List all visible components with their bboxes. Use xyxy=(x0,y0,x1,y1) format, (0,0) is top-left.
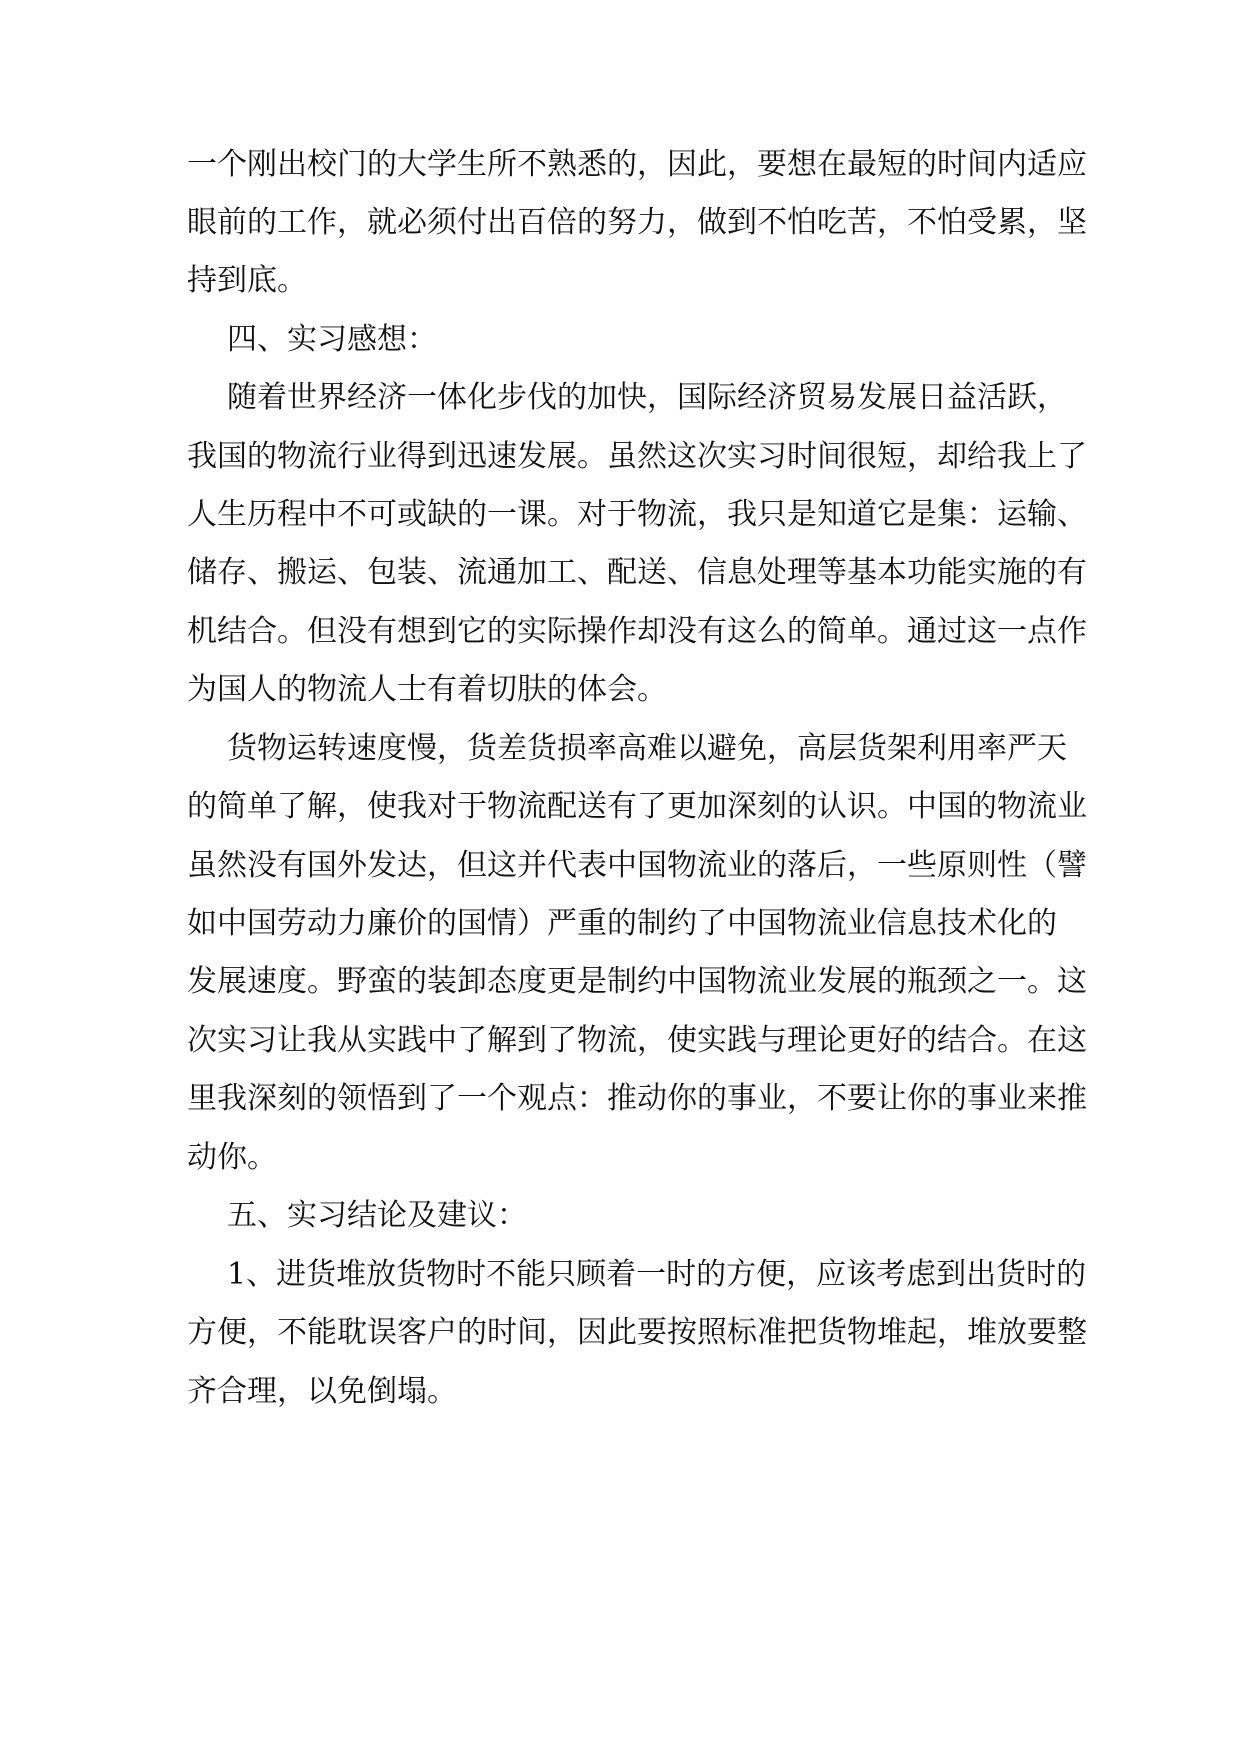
text-line: 里我深刻的领悟到了一个观点：推动你的事业，不要让你的事业来推 xyxy=(187,1081,1087,1116)
text-line: 储存、搬运、包装、流通加工、配送、信息处理等基本功能实施的有 xyxy=(187,555,1087,590)
text-line: 一个刚出校门的大学生所不熟悉的，因此，要想在最短的时间内适应 xyxy=(187,147,1087,182)
section-heading: 四、实习感想： xyxy=(227,322,437,357)
text-line: 持到底。 xyxy=(187,263,307,298)
text-line: 发展速度。野蛮的装卸态度更是制约中国物流业发展的瓶颈之一。这 xyxy=(187,964,1087,999)
text-line: 如中国劳动力廉价的国情）严重的制约了中国物流业信息技术化的 xyxy=(187,906,1057,941)
text-line: 1、进货堆放货物时不能只顾着一时的方便，应该考虑到出货时的 xyxy=(227,1257,1087,1292)
text-line: 我国的物流行业得到迅速发展。虽然这次实习时间很短，却给我上了 xyxy=(187,439,1087,474)
text-line: 方便，不能耽误客户的时间，因此要按照标准把货物堆起，堆放要整 xyxy=(187,1315,1087,1350)
text-line: 次实习让我从实践中了解到了物流，使实践与理论更好的结合。在这 xyxy=(187,1023,1087,1058)
text-line: 虽然没有国外发达，但这并代表中国物流业的落后，一些原则性（譬 xyxy=(187,848,1087,883)
text-line: 随着世界经济一体化步伐的加快，国际经济贸易发展日益活跃， xyxy=(227,380,1067,415)
text-line: 的简单了解，使我对于物流配送有了更加深刻的认识。中国的物流业 xyxy=(187,789,1087,824)
section-heading: 五、实习结论及建议： xyxy=(227,1198,527,1233)
text-line: 机结合。但没有想到它的实际操作却没有这么的简单。通过这一点作 xyxy=(187,614,1087,649)
text-line: 为国人的物流人士有着切肤的体会。 xyxy=(187,672,667,707)
text-line: 货物运转速度慢，货差货损率高难以避免，高层货架利用率严天 xyxy=(227,731,1067,766)
text-line: 动你。 xyxy=(187,1140,277,1175)
text-line: 齐合理，以免倒塌。 xyxy=(187,1374,457,1409)
text-line: 眼前的工作，就必须付出百倍的努力，做到不怕吃苦，不怕受累，坚 xyxy=(187,205,1087,240)
text-line: 人生历程中不可或缺的一课。对于物流，我只是知道它是集：运输、 xyxy=(187,497,1087,532)
